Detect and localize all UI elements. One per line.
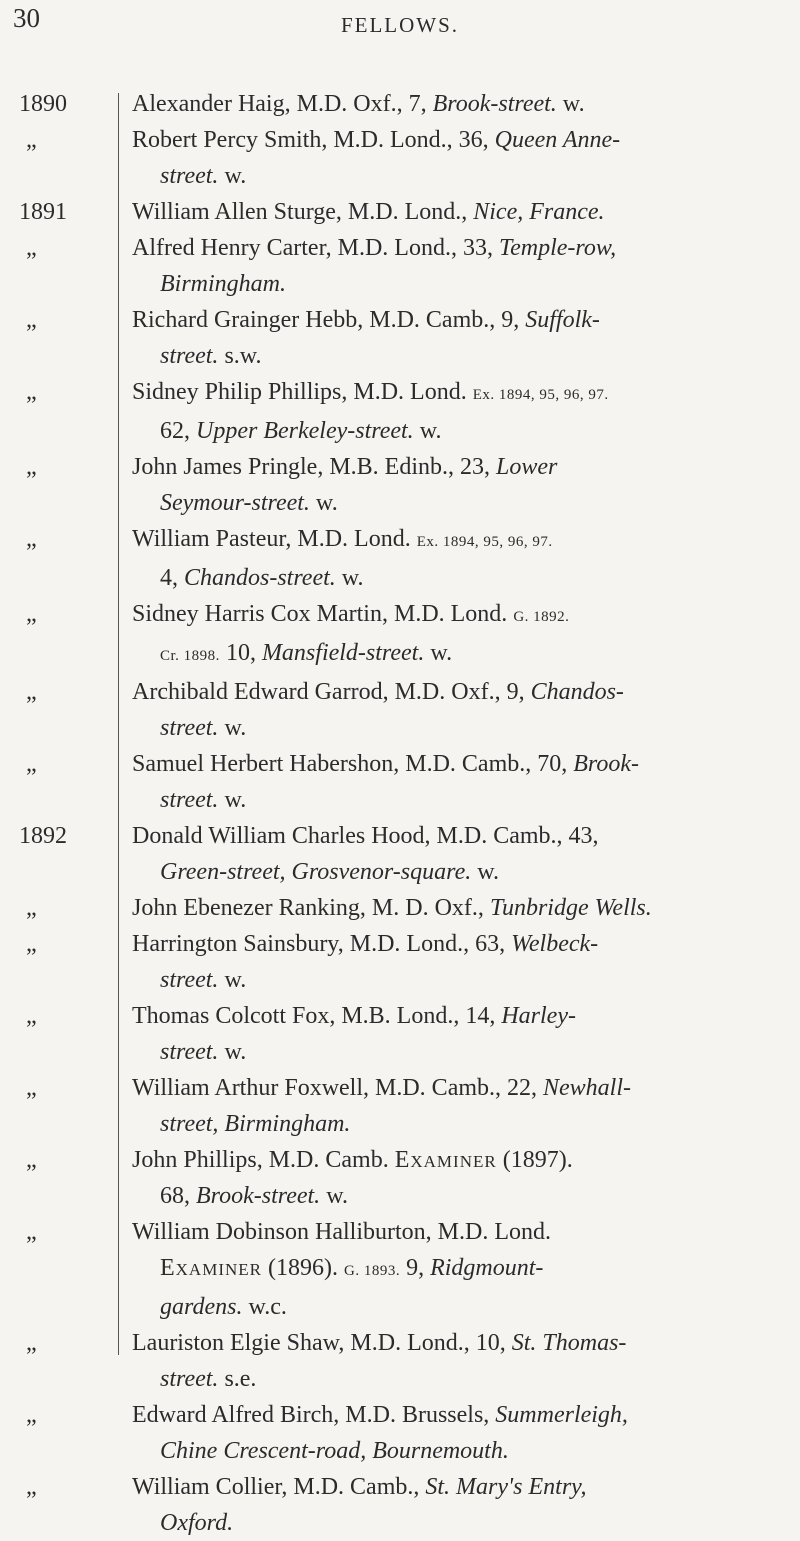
entry-line <box>132 521 772 560</box>
address-text: Nice, France. <box>473 199 605 225</box>
fellows-list <box>0 86 800 1541</box>
entry-text <box>132 449 772 521</box>
entry-segment: Harrington Sainsbury, M.D. Lond., 63, <box>132 931 512 957</box>
entry-text <box>132 818 772 890</box>
entry-segment: w. <box>218 787 247 813</box>
entry-line <box>132 560 772 596</box>
address-text: Summerleigh, <box>495 1402 628 1428</box>
running-header: FELLOWS. <box>340 13 460 37</box>
fellow-entry <box>0 596 800 674</box>
entry-line <box>132 122 772 158</box>
entry-line <box>132 635 772 674</box>
entry-year: „ <box>26 235 37 261</box>
entry-segment: Archibald Edward Garrod, M.D. Oxf., 9, <box>132 679 531 705</box>
entry-text <box>132 890 772 926</box>
entry-line <box>132 485 772 521</box>
entry-line <box>132 158 772 194</box>
entry-line <box>132 1397 772 1433</box>
entry-segment: William Collier, M.D. Camb., <box>132 1474 426 1500</box>
entry-segment: Alfred Henry Carter, M.D. Lond., 33, <box>132 235 499 261</box>
fellow-entry <box>0 122 800 194</box>
entry-line <box>132 230 772 266</box>
entry-year: „ <box>26 127 37 153</box>
entry-segment: 10, <box>219 640 262 666</box>
entry-line <box>132 194 772 230</box>
address-text: Brook-street. <box>196 1183 321 1209</box>
entry-line <box>132 890 772 926</box>
fellow-entry <box>0 449 800 521</box>
entry-line <box>132 1142 772 1178</box>
address-text: street. <box>160 787 219 813</box>
address-text: St. Thomas- <box>511 1330 627 1356</box>
address-text: Chandos- <box>530 679 624 705</box>
address-text: Brook- <box>573 751 640 777</box>
address-text: Green-street, Grosvenor-square. <box>160 859 472 885</box>
entry-segment: Edward Alfred Birch, M.D. Brussels, <box>132 1402 496 1428</box>
entry-segment: w. <box>335 565 364 591</box>
entry-line <box>132 1178 772 1214</box>
fellow-entry <box>0 746 800 818</box>
fellow-entry <box>0 674 800 746</box>
entry-segment: 9, <box>400 1255 431 1281</box>
entry-text <box>132 86 772 122</box>
entry-line <box>132 338 772 374</box>
fellow-entry <box>0 1469 800 1541</box>
entry-text <box>132 302 772 374</box>
entry-line <box>132 449 772 485</box>
entry-year: „ <box>26 1474 37 1500</box>
entry-line <box>132 266 772 302</box>
fellow-entry <box>0 194 800 230</box>
entry-year: „ <box>26 307 37 333</box>
address-text: Seymour-street. <box>160 490 310 516</box>
entry-year: „ <box>26 1147 37 1173</box>
entry-segment: William Arthur Foxwell, M.D. Camb., 22, <box>132 1075 544 1101</box>
address-text: Welbeck- <box>511 931 599 957</box>
entry-segment: William Dobinson Halliburton, M.D. Lond. <box>132 1219 552 1245</box>
entry-segment: (1897). <box>496 1147 573 1173</box>
entry-text <box>132 374 772 449</box>
entry-year: „ <box>26 601 37 627</box>
entry-year: „ <box>26 1219 37 1245</box>
entry-line <box>132 1433 772 1469</box>
entry-segment: John Ebenezer Ranking, M. D. Oxf., <box>132 895 490 921</box>
address-text: street. <box>160 967 219 993</box>
entry-line <box>132 674 772 710</box>
entry-line <box>132 1106 772 1142</box>
fellow-entry <box>0 1070 800 1142</box>
entry-line <box>132 926 772 962</box>
entry-text <box>132 1214 772 1325</box>
entry-line <box>132 413 772 449</box>
entry-segment: Richard Grainger Hebb, M.D. Camb., 9, <box>132 307 526 333</box>
entry-text <box>132 230 772 302</box>
address-text: street. <box>160 715 219 741</box>
examiner-label: Examiner <box>160 1255 262 1281</box>
address-text: street. <box>160 163 219 189</box>
fellow-entry <box>0 1325 800 1397</box>
exam-note: Cr. 1898. <box>160 648 220 664</box>
address-text: Newhall- <box>543 1075 632 1101</box>
entry-year: „ <box>26 931 37 957</box>
fellow-entry <box>0 1397 800 1469</box>
entry-line <box>132 86 772 122</box>
fellow-entry <box>0 1214 800 1325</box>
entry-line <box>132 746 772 782</box>
entry-text <box>132 1325 772 1397</box>
entry-segment: w. <box>424 640 453 666</box>
address-text: Ridgmount- <box>430 1255 544 1281</box>
entry-line <box>132 1505 772 1541</box>
entry-line <box>132 782 772 818</box>
address-text: Chandos-street. <box>184 565 336 591</box>
entry-segment: (1896). <box>262 1255 344 1281</box>
entry-line <box>132 1289 772 1325</box>
entry-segment: Donald William Charles Hood, M.D. Camb., 43, <box>132 823 599 849</box>
entry-text <box>132 926 772 998</box>
entry-text <box>132 122 772 194</box>
entry-line <box>132 374 772 413</box>
entry-year: „ <box>26 1075 37 1101</box>
address-text: Oxford. <box>160 1510 234 1536</box>
entry-text <box>132 1469 772 1541</box>
entry-text <box>132 1397 772 1469</box>
entry-segment: Samuel Herbert Habershon, M.D. Camb., 70, <box>132 751 574 777</box>
entry-year: 1892 <box>19 823 67 849</box>
fellow-entry <box>0 374 800 449</box>
address-text: street. <box>160 1039 219 1065</box>
entry-line <box>132 854 772 890</box>
entry-line <box>132 1469 772 1505</box>
entry-year: „ <box>26 454 37 480</box>
address-text: street, Birmingham. <box>160 1111 351 1137</box>
entry-year: „ <box>26 751 37 777</box>
entry-text <box>132 1070 772 1142</box>
fellow-entry <box>0 818 800 890</box>
entry-segment: William Pasteur, M.D. Lond. <box>132 526 417 552</box>
exam-note: Ex. 1894, 95, 96, 97. <box>472 387 609 403</box>
address-text: street. <box>160 1366 219 1392</box>
fellow-entry <box>0 302 800 374</box>
entry-line <box>132 818 772 854</box>
address-text: St. Mary's Entry, <box>425 1474 587 1500</box>
entry-segment: Thomas Colcott Fox, M.B. Lond., 14, <box>132 1003 502 1029</box>
page-number: 30 <box>13 3 40 33</box>
entry-segment: 62, <box>160 418 196 444</box>
entry-segment: w. <box>218 163 247 189</box>
entry-year: „ <box>26 1402 37 1428</box>
entry-segment: w.c. <box>242 1294 287 1320</box>
entry-line <box>132 998 772 1034</box>
entry-line <box>132 710 772 746</box>
exam-note: Ex. 1894, 95, 96, 97. <box>416 534 553 550</box>
entry-segment: w. <box>413 418 442 444</box>
entry-segment: William Allen Sturge, M.D. Lond., <box>132 199 474 225</box>
address-text: Tunbridge Wells. <box>489 895 652 921</box>
entry-year: 1891 <box>19 199 67 225</box>
entry-text <box>132 1142 772 1214</box>
entry-line <box>132 1325 772 1361</box>
entry-text <box>132 596 772 674</box>
fellow-entry <box>0 998 800 1070</box>
address-text: Queen Anne- <box>494 127 621 153</box>
entry-text <box>132 998 772 1070</box>
address-text: Birmingham. <box>160 271 286 297</box>
entry-line <box>132 1361 772 1397</box>
entry-year: 1890 <box>19 91 67 117</box>
fellow-entry <box>0 86 800 122</box>
exam-note: G. 1893. <box>343 1263 401 1279</box>
entry-segment: w. <box>218 715 247 741</box>
address-text: Suffolk- <box>525 307 600 333</box>
fellow-entry <box>0 926 800 998</box>
entry-line <box>132 596 772 635</box>
fellow-entry <box>0 230 800 302</box>
exam-note: G. 1892. <box>513 609 570 625</box>
address-text: Mansfield-street. <box>261 640 425 666</box>
entry-text <box>132 194 772 230</box>
entry-segment: 4, <box>160 565 184 591</box>
address-text: Harley- <box>501 1003 576 1029</box>
address-text: gardens. <box>160 1294 243 1320</box>
entry-segment: w. <box>309 490 338 516</box>
address-text: Upper Berkeley-street. <box>196 418 414 444</box>
entry-segment: Alexander Haig, M.D. Oxf., 7, <box>132 91 433 117</box>
entry-year: „ <box>26 895 37 921</box>
entry-line <box>132 1214 772 1250</box>
entry-segment: Lauriston Elgie Shaw, M.D. Lond., 10, <box>132 1330 512 1356</box>
entry-segment: Sidney Philip Phillips, M.D. Lond. <box>132 379 473 405</box>
entry-segment: s.e. <box>218 1366 257 1392</box>
address-text: Chine Crescent-road, Bournemouth. <box>160 1438 509 1464</box>
entry-segment: Robert Percy Smith, M.D. Lond., 36, <box>132 127 495 153</box>
address-text: Lower <box>496 454 558 480</box>
entry-year: „ <box>26 1003 37 1029</box>
entry-segment: w. <box>471 859 500 885</box>
entry-text <box>132 521 772 596</box>
fellow-entry <box>0 521 800 596</box>
entry-line <box>132 1250 772 1289</box>
entry-segment: w. <box>218 967 247 993</box>
entry-year: „ <box>26 1330 37 1356</box>
entry-line <box>132 1070 772 1106</box>
examiner-label: Examiner <box>394 1147 497 1173</box>
entry-segment: w. <box>556 91 585 117</box>
entry-line <box>132 302 772 338</box>
entry-segment: Sidney Harris Cox Martin, M.D. Lond. <box>132 601 514 627</box>
entry-segment: w. <box>320 1183 348 1209</box>
entry-year: „ <box>26 526 37 552</box>
fellow-entry <box>0 890 800 926</box>
entry-text <box>132 674 772 746</box>
entry-year: „ <box>26 679 37 705</box>
entry-year: „ <box>26 379 37 405</box>
entry-line <box>132 962 772 998</box>
address-text: Temple-row, <box>498 235 617 261</box>
entry-segment: John Phillips, M.D. Camb. <box>132 1147 395 1173</box>
address-text: street. <box>160 343 219 369</box>
entry-text <box>132 746 772 818</box>
entry-line <box>132 1034 772 1070</box>
entry-segment: s.w. <box>218 343 262 369</box>
fellow-entry <box>0 1142 800 1214</box>
entry-segment: John James Pringle, M.B. Edinb., 23, <box>132 454 496 480</box>
entry-segment: w. <box>218 1039 247 1065</box>
address-text: Brook-street. <box>432 91 557 117</box>
entry-segment: 68, <box>160 1183 196 1209</box>
